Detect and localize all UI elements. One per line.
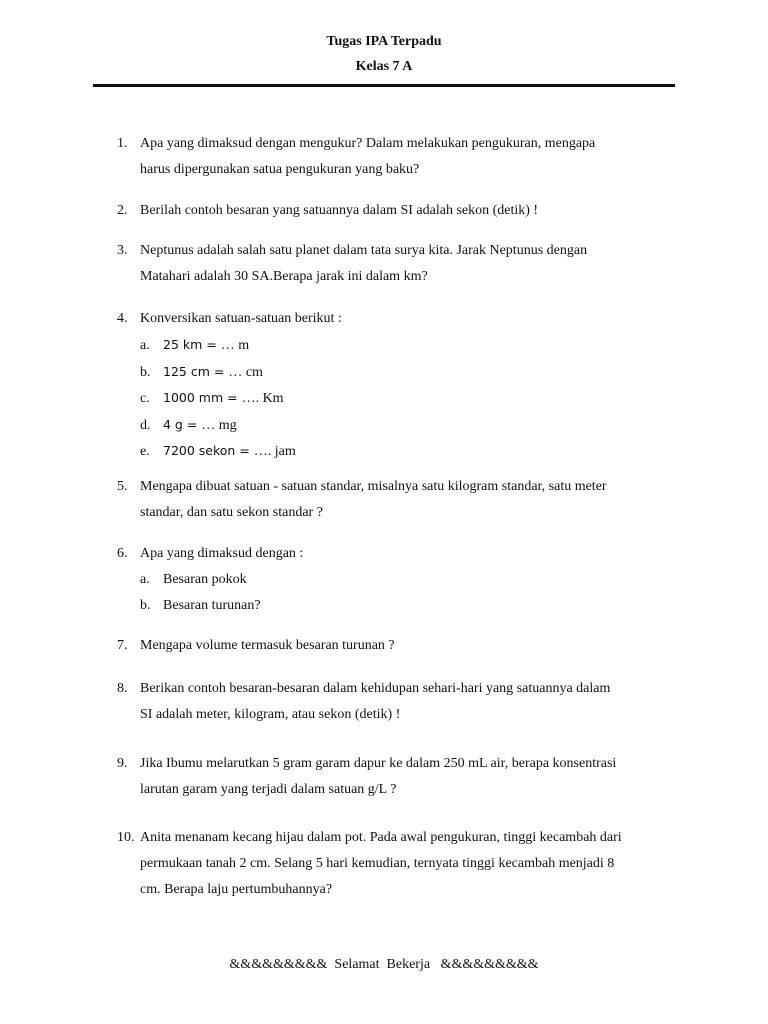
- question-number: 1.: [117, 136, 128, 151]
- sub-item-letter: b.: [140, 597, 151, 613]
- question-5: [117, 474, 677, 526]
- sub-item-text: Besaran pokok: [163, 572, 247, 587]
- question-1: [117, 131, 677, 183]
- question-number: 2.: [117, 203, 128, 218]
- sub-item-b: [140, 359, 677, 386]
- question-text: cm. Berapa laju pertumbuhannya?: [140, 882, 333, 897]
- class-label: Kelas 7 A: [355, 59, 413, 74]
- question-text: larutan garam yang terjadi dalam satuan g/L ?: [140, 782, 397, 797]
- question-number: 6.: [117, 546, 128, 561]
- question-number: 8.: [117, 681, 128, 696]
- sub-item-a: [140, 567, 677, 593]
- question-number: 5.: [117, 479, 128, 494]
- question-number: 9.: [117, 756, 128, 771]
- question-text: Neptunus adalah salah satu planet dalam tata surya kita. Jarak Neptunus dengan: [140, 243, 588, 258]
- question-text: Berikan contoh besaran-besaran dalam kehidupan sehari-hari yang satuannya dalam: [140, 681, 611, 696]
- question-number: 4.: [117, 311, 128, 326]
- sub-item-letter: d.: [140, 417, 151, 433]
- question-text: Matahari adalah 30 SA.Berapa jarak ini dalam km?: [140, 269, 428, 284]
- sub-item-letter: a.: [140, 338, 150, 353]
- sub-item-letter: c.: [140, 391, 150, 406]
- sub-item-letter: a.: [140, 572, 150, 587]
- document-title: Tugas IPA Terpadu: [326, 34, 442, 49]
- question-6: [117, 541, 677, 618]
- question-text: permukaan tanah 2 cm. Selang 5 hari kemudian, ternyata tinggi kecambah menjadi 8: [140, 856, 615, 871]
- question-number: 7.: [117, 638, 128, 653]
- question-4: [117, 306, 677, 465]
- question-text: SI adalah meter, kilogram, atau sekon (detik) !: [140, 707, 401, 722]
- question-7: [117, 633, 677, 659]
- sub-item-answer-blank: … cm: [228, 364, 263, 380]
- sub-item-answer-blank: … m: [220, 338, 250, 353]
- sub-item-letter: e.: [140, 444, 150, 459]
- question-number: 3.: [117, 243, 128, 258]
- sub-item-expression: 25 km =: [163, 337, 221, 352]
- question-text: Konversikan satuan-satuan berikut :: [140, 311, 342, 326]
- header-divider: [93, 84, 675, 87]
- question-8: [117, 676, 677, 728]
- sub-item-letter: b.: [140, 364, 151, 380]
- question-2: [117, 198, 677, 224]
- sub-item-expression: 1000 mm =: [163, 390, 242, 405]
- question-text: harus dipergunakan satua pengukuran yang baku?: [140, 162, 420, 177]
- question-3: [117, 238, 677, 290]
- question-9: [117, 751, 677, 803]
- question-text: Apa yang dimaksud dengan :: [140, 546, 304, 561]
- question-text: Berilah contoh besaran yang satuannya dalam SI adalah sekon (detik) !: [140, 203, 539, 218]
- sub-item-b: [140, 593, 677, 619]
- question-text: Jika Ibumu melarutkan 5 gram garam dapur ke dalam 250 mL air, berapa konsentrasi: [140, 756, 617, 771]
- sub-item-expression: 7200 sekon =: [163, 443, 254, 458]
- sub-item-a: [140, 332, 677, 359]
- sub-item-answer-blank: …. Km: [241, 391, 284, 406]
- question-text: Apa yang dimaksud dengan mengukur? Dalam melakukan pengukuran, mengapa: [140, 136, 596, 151]
- footer-greeting: &&&&&&&&& Selamat Bekerja &&&&&&&&&: [229, 957, 539, 972]
- question-text: Mengapa dibuat satuan - satuan standar, misalnya satu kilogram standar, satu meter: [140, 479, 607, 494]
- sub-item-c: [140, 385, 677, 412]
- sub-item-expression: 4 g =: [163, 416, 202, 432]
- sub-item-text: Besaran turunan?: [163, 597, 261, 613]
- sub-item-answer-blank: …. jam: [253, 444, 296, 459]
- sub-item-d: [140, 412, 677, 439]
- sub-item-e: [140, 438, 677, 465]
- question-text: Mengapa volume termasuk besaran turunan ?: [140, 638, 395, 653]
- question-number: 10.: [117, 830, 135, 845]
- question-text: standar, dan satu sekon standar ?: [140, 505, 323, 520]
- sub-item-expression: 125 cm =: [163, 363, 229, 379]
- question-10: [117, 825, 677, 903]
- sub-item-answer-blank: … mg: [201, 417, 237, 433]
- question-text: Anita menanam kecang hijau dalam pot. Pada awal pengukuran, tinggi kecambah dari: [140, 830, 622, 845]
